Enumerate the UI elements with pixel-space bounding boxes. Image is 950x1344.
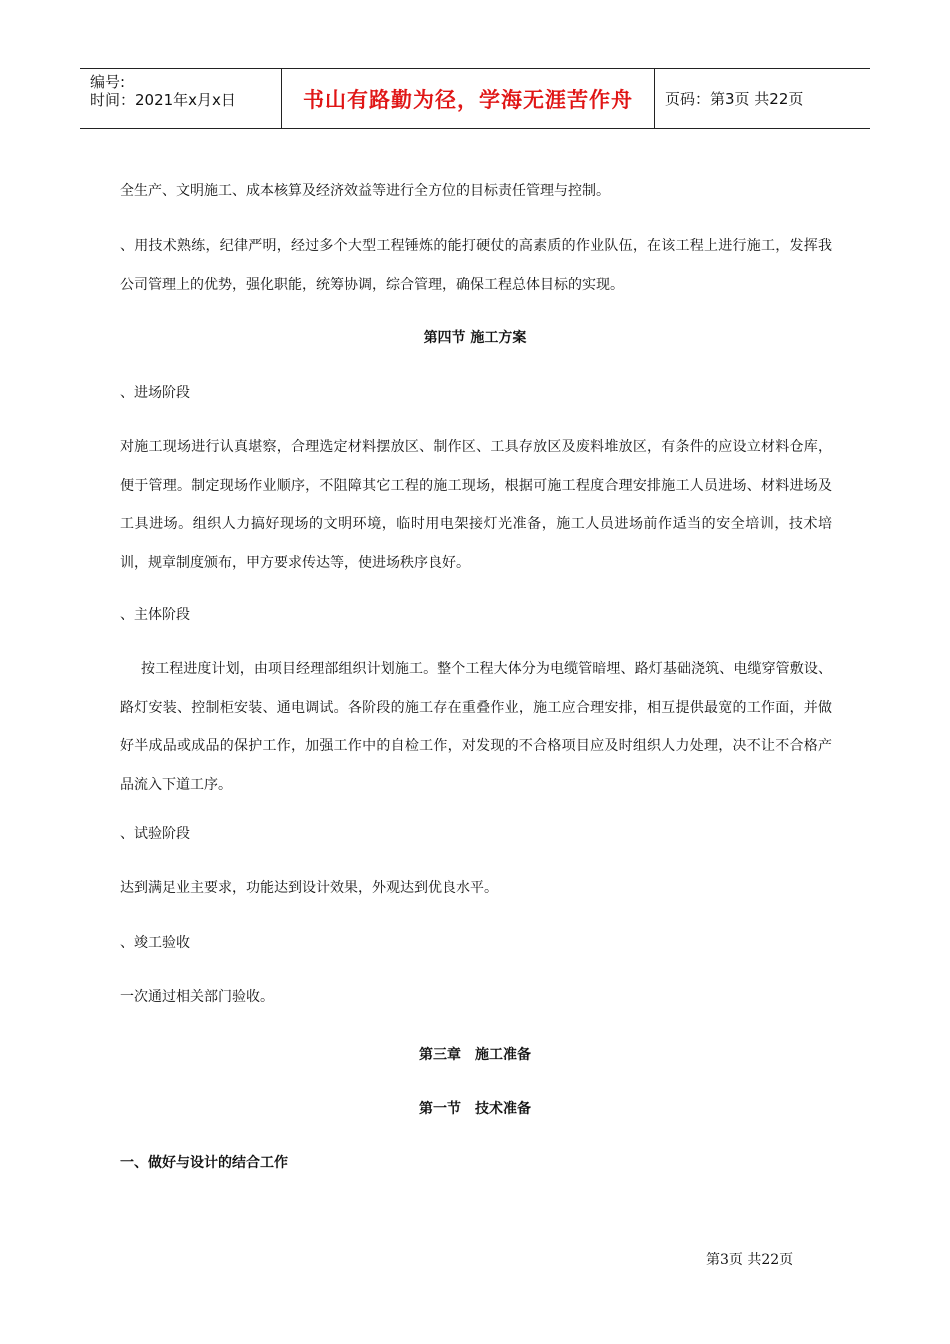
section-1-title: 第一节 技术准备 — [419, 1101, 531, 1117]
paragraph-test-stage: 达到满足业主要求，功能达到设计效果，外观达到优良水平。 — [120, 880, 498, 896]
document-date: 时间：2021年x月x日 — [90, 91, 236, 109]
header-page-number: 页码：第3页 共22页 — [665, 90, 804, 108]
header-motto: 书山有路勤为径，学海无涯苦作舟 — [282, 69, 655, 128]
item-acceptance: 、竣工验收 — [120, 935, 190, 951]
paragraph-entry-stage: 对施工现场进行认真堪察，合理选定材料摆放区、制作区、工具存放区及废料堆放区，有条件的应设立材料仓库，便于管理。制定现场作业顺序，不阻障其它工程的施工现场，根据可施工程度合理安排施工人员进场、材料进场及工具进场。组织人力搞好现场的文明环境，临时用电架接灯光准备，施工人员进场前作适当的安全培训，技术培训，规章制度颁布，甲方要求传达等，使进场秩序良好。 — [120, 439, 832, 571]
paragraph-workforce: 、用技术熟练，纪律严明，经过多个大型工程锤炼的能打硬仗的高素质的作业队伍，在该工程上进行施工，发挥我公司管理上的优势，强化职能，统筹协调，综合管理，确保工程总体目标的实现。 — [120, 238, 832, 293]
paragraph-acceptance: 一次通过相关部门验收。 — [120, 989, 274, 1005]
page-header — [80, 68, 870, 129]
item-main-stage: 、主体阶段 — [120, 607, 190, 623]
section-4-title: 第四节 施工方案 — [423, 330, 527, 346]
paragraph-management: 全生产、文明施工、成本核算及经济效益等进行全方位的目标责任管理与控制。 — [120, 183, 610, 199]
chapter-3-title: 第三章 施工准备 — [419, 1047, 531, 1063]
paragraph-main-stage: 按工程进度计划，由项目经理部组织计划施工。整个工程大体分为电缆管暗埋、路灯基础浇筑、电缆穿管敷设、路灯安装、控制柜安装、通电调试。各阶段的施工存在重叠作业，施工应合理安排，相互提供最宽的工作面，并做好半成品或成品的保护工作，加强工作中的自检工作，对发现的不合格项目应及时组织人力处理，决不让不合格产品流入下道工序。 — [120, 661, 832, 793]
subsection-design-coordination: 一、做好与设计的结合工作 — [120, 1155, 288, 1171]
header-meta — [80, 69, 282, 128]
item-test-stage: 、试验阶段 — [120, 826, 190, 842]
footer-page-number: 第3页 共22页 — [706, 1252, 794, 1268]
document-number-label: 编号: — [90, 73, 126, 91]
item-entry-stage: 、进场阶段 — [120, 385, 190, 401]
